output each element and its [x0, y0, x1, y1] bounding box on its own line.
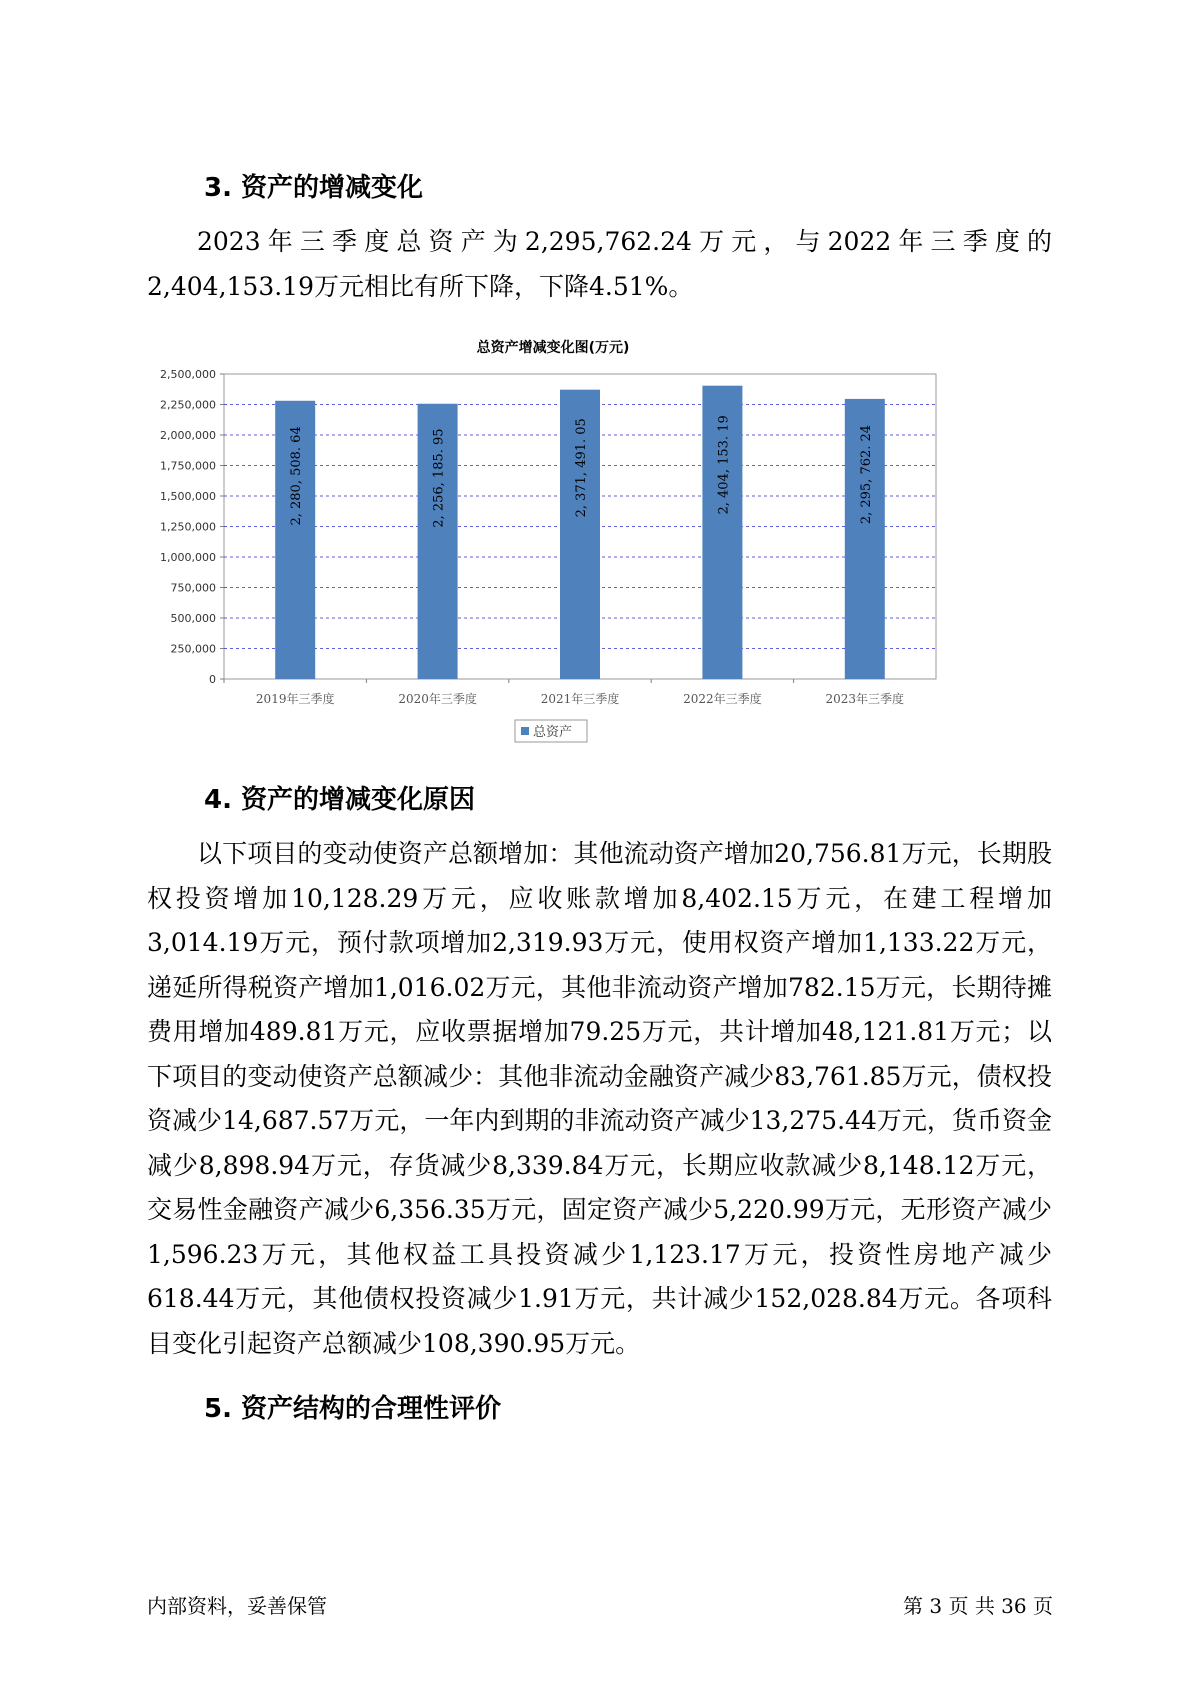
y-tick-label: 1,750,000 [160, 459, 216, 473]
legend-swatch [521, 727, 529, 735]
section-4-paragraph: 以下项目的变动使资产总额增加：其他流动资产增加20,756.81万元，长期股权投资增加10,128.29万元，应收账款增加8,402.15万元，在建工程增加3,014.19万元，预付款项增加2,319.93万元，使用权资产增加1,133.22万元，递延所得税资产增加1,016.02万元，其他非流动资产增加782.15万元，长期待摊费用增加489.81万元，应收票据增加79.25万元，共计增加48,121.81万元；以下项目的变动使资产总额减少：其他非流动金融资产减少83,761.85万元，债权投资减少14,687.57万元，一年内到期的非流动资产减少13,275.44万元，货币资金减少8,898.94万元，存货减少8,339.84万元，长期应收款减少8,148.12万元，交易性金融资产减少6,356.35万元，固定资产减少5,220.99万元，无形资产减少1,596.23万元，其他权益工具投资减少1,123.17万元，投资性房地产减少618.44万元，其他债权投资减少1.91万元，共计减少152,028.84万元。各项科目变化引起资产总额减少108,390.95万元。 [147, 839, 1052, 1358]
y-tick-label: 0 [209, 673, 216, 686]
section-5-heading: 5. 资产结构的合理性评价 [204, 1394, 502, 1424]
chart-svg [160, 340, 1020, 814]
x-tick-label: 2021年三季度 [540, 692, 620, 706]
footer-page-number: 第 3 页 共 36 页 [903, 1594, 1053, 1618]
y-tick-label: 250,000 [170, 642, 216, 656]
bar-value-label: 2, 295, 762. 24 [858, 424, 874, 525]
y-tick-label: 1,000,000 [160, 551, 216, 564]
legend-label: 总资产 [533, 725, 573, 740]
y-tick-label: 2,250,000 [160, 398, 216, 412]
bar-value-label: 2, 371, 491. 05 [574, 418, 589, 518]
y-tick-label: 2,500,000 [160, 368, 216, 381]
section-3-paragraph: 2023年三季度总资产为2,295,762.24万元，与2022年三季度的2,404,153.19万元相比有所下降，下降4.51%。 [147, 227, 1052, 301]
bar-value-label: 2, 404, 153. 19 [716, 415, 732, 515]
chart-title: 总资产增减变化图(万元) [476, 340, 630, 356]
y-tick-label: 1,250,000 [160, 520, 216, 534]
x-tick-label: 2023年三季度 [825, 692, 905, 706]
bar-value-label: 2, 280, 508. 64 [289, 426, 305, 526]
bar-value-label: 2, 256, 185. 95 [431, 428, 447, 528]
y-tick-label: 500,000 [170, 612, 216, 625]
y-tick-label: 1,500,000 [160, 490, 216, 503]
x-tick-label: 2019年三季度 [255, 692, 335, 706]
y-tick-label: 750,000 [170, 581, 216, 595]
footer-confidential-note: 内部资料，妥善保管 [147, 1594, 327, 1618]
section-4-heading: 4. 资产的增减变化原因 [204, 785, 476, 815]
x-tick-label: 2022年三季度 [683, 692, 762, 706]
total-assets-chart [160, 340, 1020, 814]
x-tick-label: 2020年三季度 [398, 692, 477, 706]
y-tick-label: 2,000,000 [160, 429, 216, 442]
section-3-heading: 3. 资产的增减变化 [204, 173, 424, 203]
